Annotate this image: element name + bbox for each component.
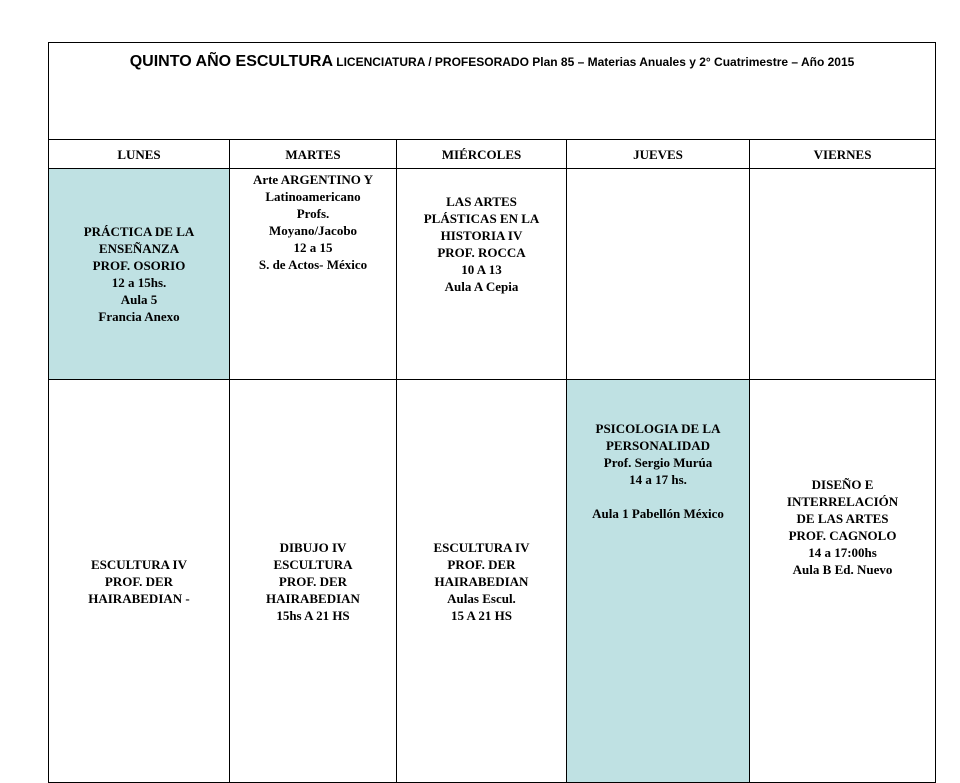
cell-text-line: PROF. DER [278,573,348,589]
cell-text-line: PROF. CAGNOLO [788,528,897,543]
cell-text-line: Prof. Sergio Murúa [603,455,713,470]
cell-text-line: S. de Actos- México [258,257,368,272]
title-subtitle: LICENCIATURA / PROFESORADO Plan 85 – Materias Anuales y 2° Cuatrimestre – Año 2015 [336,55,855,69]
title-main: QUINTO AÑO ESCULTURA [129,53,333,70]
cell-text-line: ESCULTURA [273,556,353,572]
cell-text-line: Aula B Ed. Nuevo [792,562,893,577]
cell-text-line: PROF. DER [447,556,516,572]
class-cell [49,169,230,380]
days-header-row [49,140,936,169]
day-header-friday: VIERNES [750,140,936,169]
schedule-row-1 [49,169,936,380]
cell-text-line: DE LAS ARTES [796,511,889,526]
cell-text-line: Aula A Cepia [444,279,519,294]
title-row [49,43,936,140]
day-header-monday: LUNES [49,140,230,169]
empty-cell [567,169,750,380]
cell-text-line: 14 a 17:00hs [808,545,877,560]
cell-text-line: Aula 5 [120,292,158,307]
class-cell [230,169,397,380]
cell-text-line: HISTORIA IV [440,228,523,243]
day-header-wednesday: MIÉRCOLES [397,140,567,169]
cell-text-line: PSICOLOGIA DE LA [595,421,721,436]
cell-text-line: Arte ARGENTINO Y [252,172,374,187]
cell-text-line: Aulas Escul. [447,590,516,606]
cell-text-line: PROF. OSORIO [92,258,186,273]
class-cell [49,380,230,783]
class-cell [397,380,567,783]
cell-text-line: Francia Anexo [98,309,180,324]
cell-text-line: Profs. [296,206,330,221]
cell-text-line: PROF. ROCCA [437,245,526,260]
schedule-row-2 [49,380,936,783]
cell-text-line: HAIRABEDIAN - [88,590,190,606]
cell-text-line: PERSONALIDAD [605,438,710,453]
class-cell [750,380,936,783]
cell-text-line: 15hs A 21 HS [276,607,350,623]
cell-text-line: HAIRABEDIAN [266,590,360,606]
cell-text-line: 12 a 15 [293,240,333,255]
empty-cell [750,169,936,380]
cell-text-line: DISEÑO E [811,477,874,492]
cell-text-line [571,488,745,505]
schedule-table [48,42,936,783]
cell-text-line: ENSEÑANZA [98,241,180,256]
day-header-thursday: JUEVES [567,140,750,169]
class-cell [567,380,750,783]
cell-text-line: 15 A 21 HS [450,607,513,623]
class-cell [397,169,567,380]
cell-text-line: PRÁCTICA DE LA [83,224,195,239]
cell-text-line: 12 a 15hs. [111,275,167,290]
cell-text-line: PLÁSTICAS EN LA [423,211,540,226]
cell-text-line: Moyano/Jacobo [268,223,358,238]
cell-text-line: HAIRABEDIAN [434,573,529,589]
cell-text-line: LAS ARTES [446,194,517,209]
cell-text-line: 14 a 17 hs. [629,472,687,487]
cell-text-line: 10 A 13 [461,262,502,277]
cell-text-line: ESCULTURA IV [433,539,530,555]
class-cell [230,380,397,783]
day-header-tuesday: MARTES [230,140,397,169]
schedule-title [49,43,936,140]
cell-text-line: DIBUJO IV [279,539,347,555]
cell-text-line: Aula 1 Pabellón México [592,506,724,521]
cell-text-line: Latinoamericano [265,189,361,204]
cell-text-line: INTERRELACIÓN [786,494,899,509]
cell-text-line: ESCULTURA IV [91,556,187,572]
cell-text-line: PROF. DER [104,573,174,589]
